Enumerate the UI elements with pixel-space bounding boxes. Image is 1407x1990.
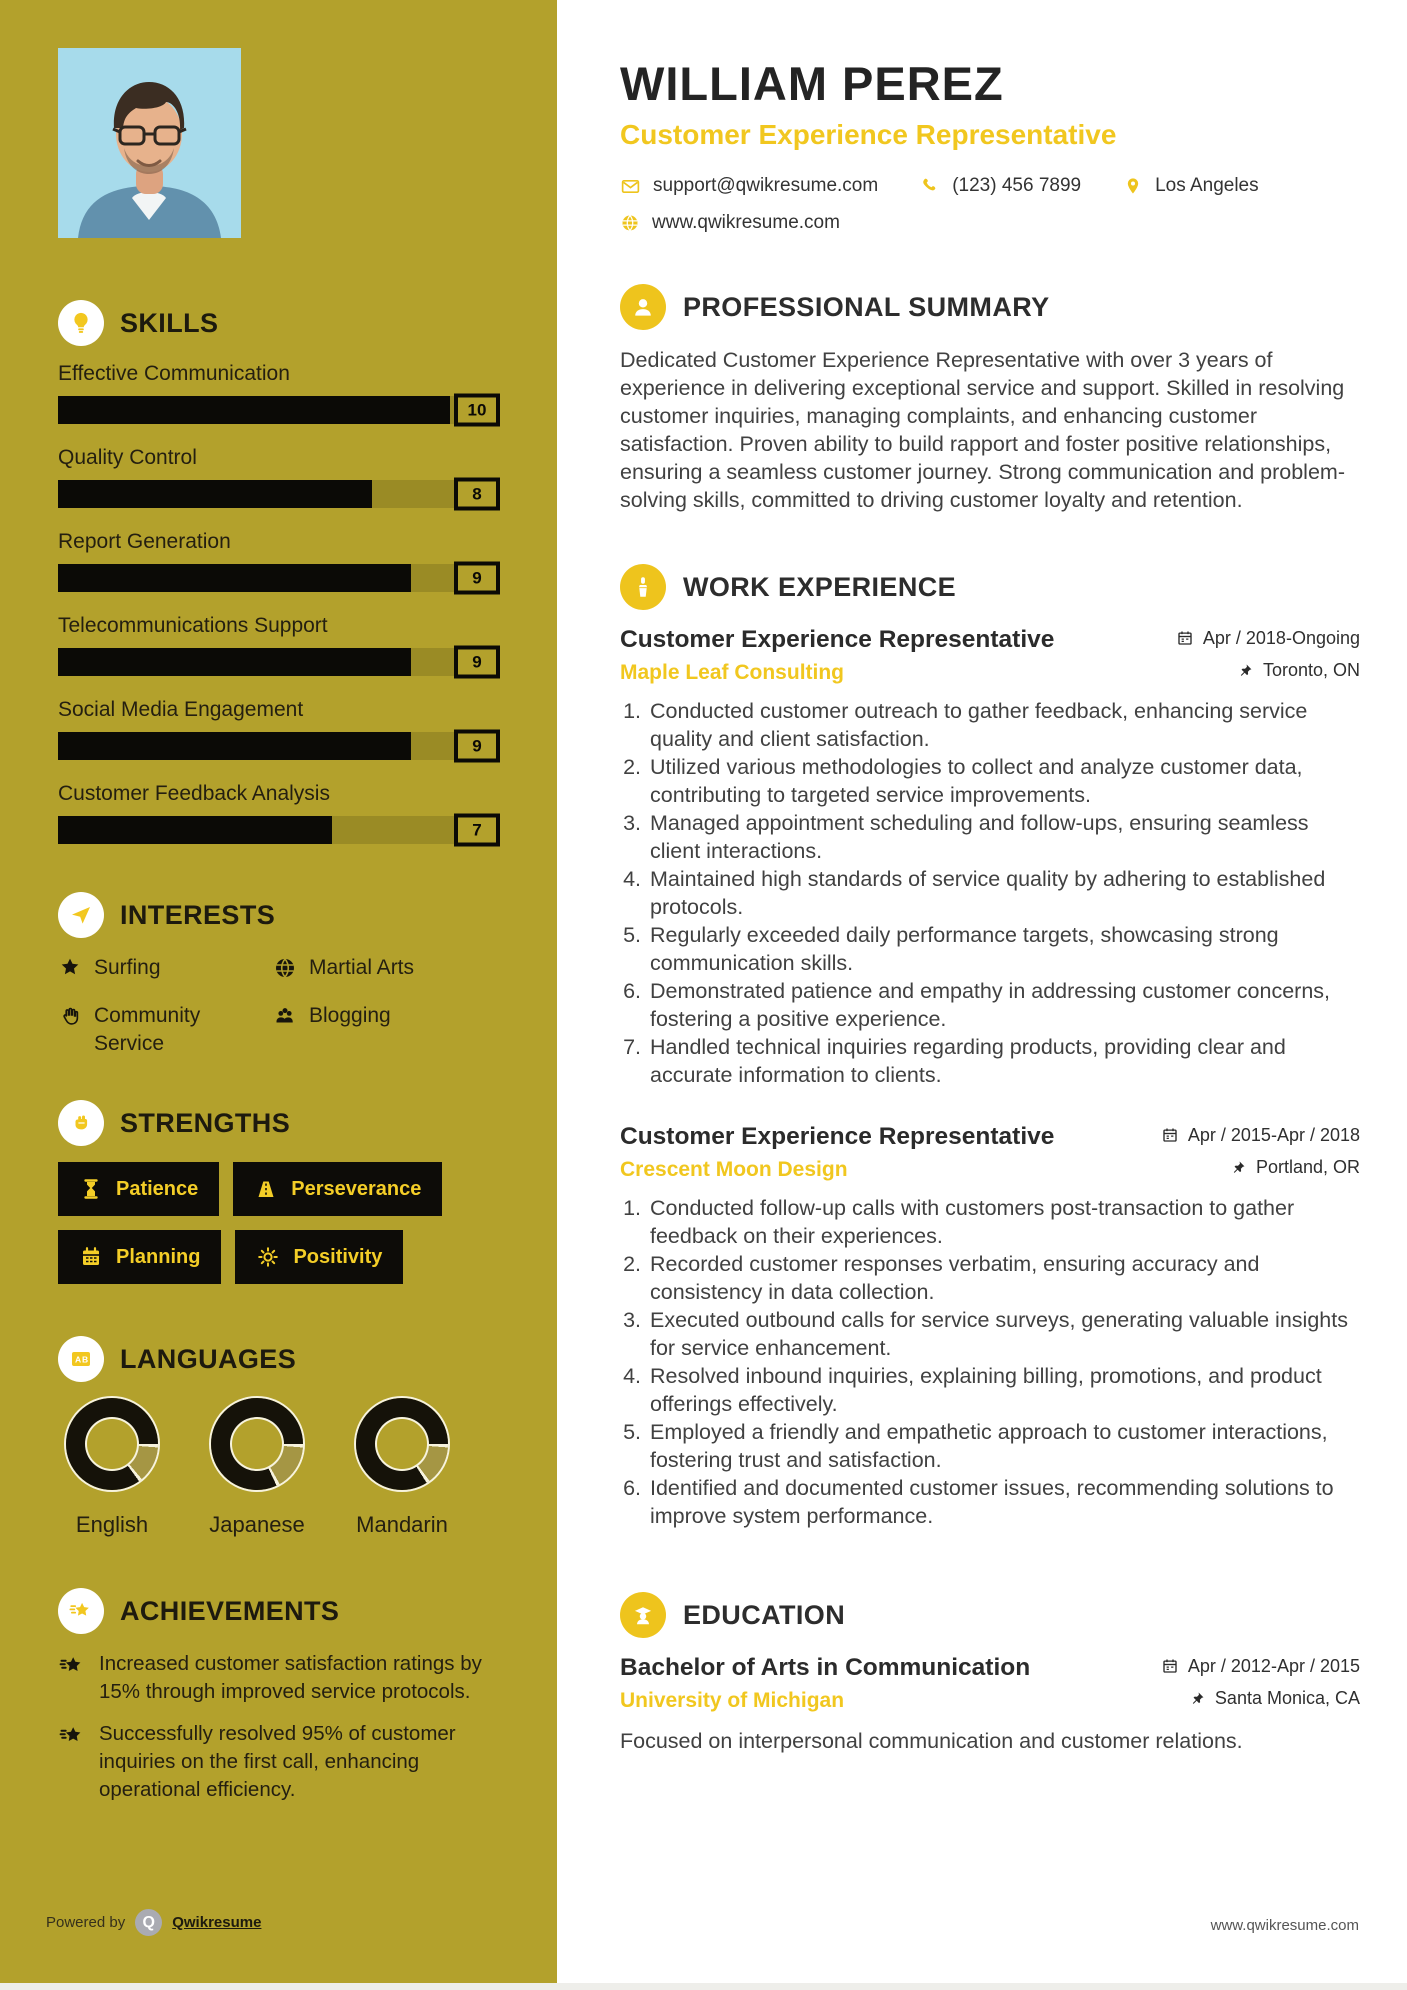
- language-label: English: [75, 1512, 149, 1537]
- achievement-text: Increased customer satisfaction ratings by 15% through improved service protocols.: [99, 1652, 482, 1703]
- job-bullet: 5. Employed a friendly and empathetic approach to customer interactions, fostering trust and satisfaction.: [647, 1418, 1360, 1474]
- skill-label: Effective Communication: [58, 362, 290, 385]
- education-section: [620, 1592, 1360, 1755]
- job-bullet-list: [620, 697, 1360, 1089]
- skill-item: [58, 782, 500, 844]
- summary-section: [620, 284, 1360, 514]
- website-item: [620, 212, 840, 234]
- work-heading: WORK EXPERIENCE: [683, 571, 957, 602]
- skills-heading: SKILLS: [120, 307, 219, 338]
- strengths-heading: STRENGTHS: [120, 1107, 291, 1138]
- powered-by-label: Powered by: [46, 1914, 126, 1931]
- job-dates-text: Apr / 2018-Ongoing: [1202, 627, 1360, 648]
- achievement-item: [58, 1650, 500, 1706]
- education-location: [1189, 1688, 1360, 1709]
- skills-section: [58, 300, 500, 844]
- strength-label: Patience: [116, 1177, 199, 1200]
- calendar-small-icon: [1161, 1126, 1179, 1144]
- school-name: University of Michigan: [620, 1689, 845, 1712]
- interests-section: [58, 892, 500, 1058]
- job-bullet: 1. Conducted follow-up calls with customers post-transaction to gather feedback on their experiences.: [647, 1194, 1360, 1250]
- skill-bar-fill: [58, 732, 411, 760]
- strength-label: Planning: [116, 1245, 201, 1268]
- job-bullet: 4. Maintained high standards of service quality by adhering to established protocols.: [647, 865, 1360, 921]
- strength-chip: [233, 1162, 442, 1216]
- summary-text: Dedicated Customer Experience Representative with over 3 years of experience in delivering exceptional service and support. Skilled in resolving customer inquiries, managing complaints, and enhancing customer satisfaction. Proven ability to build rapport and foster positive relationships, ensuring a seamless customer journey. Strong communication and problem-solving skills, committed to driving customer loyalty and retention.: [620, 348, 1345, 512]
- summary-heading: PROFESSIONAL SUMMARY: [683, 291, 1050, 322]
- footer-website: www.qwikresume.com: [1210, 1917, 1359, 1934]
- job-location: [1237, 660, 1360, 681]
- interest-label: Blogging: [309, 1004, 391, 1027]
- page-bottom-strip: [0, 1983, 1407, 1990]
- skill-item: [58, 698, 500, 760]
- location-item: [1123, 175, 1259, 197]
- contact-row: [620, 212, 1360, 234]
- job-bullet: 2. Recorded customer responses verbatim, ensuring accuracy and consistency in data collection.: [647, 1250, 1360, 1306]
- job-dates: [1176, 628, 1360, 649]
- education-dates-text: Apr / 2012-Apr / 2015: [1187, 1655, 1360, 1676]
- sun-icon: [256, 1245, 280, 1269]
- achievements-section: [58, 1588, 500, 1804]
- paper-plane-icon: [58, 892, 104, 938]
- degree-title: Bachelor of Arts in Communication: [620, 1654, 1031, 1681]
- skill-item: [58, 614, 500, 676]
- interest-label: Community Service: [94, 1004, 201, 1055]
- strength-chip: [58, 1162, 219, 1216]
- calendar-small-icon: [1176, 629, 1194, 647]
- job-location-text: Toronto, ON: [1262, 660, 1360, 680]
- shooting-star-bullet-icon: [58, 1652, 86, 1680]
- languages-heading: LANGUAGES: [120, 1343, 297, 1374]
- svg-text:B: B: [82, 1354, 89, 1365]
- job-bullet: 4. Resolved inbound inquiries, explaining billing, promotions, and product offerings effectively.: [647, 1362, 1360, 1418]
- road-icon: [254, 1177, 278, 1201]
- map-pin-icon: [1123, 176, 1143, 196]
- skill-bar-fill: [58, 816, 332, 844]
- interests-heading: INTERESTS: [120, 899, 276, 930]
- work-experience-section: [620, 564, 1360, 1530]
- bulb-icon: [58, 300, 104, 346]
- skill-label: Report Generation: [58, 530, 231, 553]
- skill-bar-fill: [58, 564, 411, 592]
- job-bullet: 2. Utilized various methodologies to collect and analyze customer data, contributing to targeted service improvements.: [647, 753, 1360, 809]
- strengths-section: [58, 1100, 500, 1284]
- phone-icon: [920, 176, 940, 196]
- skill-bar-fill: [58, 648, 411, 676]
- skill-bar-fill: [58, 480, 372, 508]
- job-entry: [620, 626, 1360, 1089]
- interest-item: [273, 954, 500, 982]
- language-donut: [211, 1398, 303, 1490]
- qwikresume-link[interactable]: Qwikresume: [172, 1914, 262, 1931]
- skill-label: Customer Feedback Analysis: [58, 782, 330, 805]
- shooting-star-bullet-icon: [58, 1722, 86, 1750]
- hand-icon: [58, 1004, 82, 1028]
- job-title: Customer Experience Representative: [620, 1123, 1055, 1150]
- job-location: [1230, 1157, 1360, 1178]
- hourglass-icon: [79, 1177, 103, 1201]
- pushpin-icon: [1189, 1690, 1206, 1707]
- skill-score: 9: [454, 646, 500, 679]
- achievements-heading: ACHIEVEMENTS: [120, 1595, 340, 1626]
- strength-chip: [58, 1230, 221, 1284]
- job-company: Crescent Moon Design: [620, 1158, 848, 1181]
- job-bullet: 5. Regularly exceeded daily performance targets, showcasing strong communication skills.: [647, 921, 1360, 977]
- achievement-text: Successfully resolved 95% of customer inquiries on the first call, enhancing operational efficiency.: [99, 1722, 456, 1801]
- language-donut: [66, 1398, 158, 1490]
- skill-bar: [58, 480, 500, 508]
- skill-bar: [58, 732, 500, 760]
- podium-icon: [620, 564, 666, 610]
- star-icon: [58, 956, 82, 980]
- contact-row: [620, 175, 1360, 197]
- job-bullet: 6. Identified and documented customer issues, recommending solutions to improve system performance.: [647, 1474, 1360, 1530]
- skill-score: 9: [454, 562, 500, 595]
- email-text: support@qwikresume.com: [653, 175, 879, 196]
- skill-bar: [58, 396, 500, 424]
- main-column: [557, 0, 1407, 1990]
- fist-icon: [58, 1100, 104, 1146]
- translate-icon: [58, 1336, 104, 1382]
- phone-text: (123) 456 7899: [952, 175, 1082, 196]
- skill-bar: [58, 816, 500, 844]
- interest-item: [273, 1002, 500, 1058]
- job-entry: [620, 1123, 1360, 1530]
- job-company: Maple Leaf Consulting: [620, 661, 845, 684]
- achievement-item: [58, 1720, 500, 1804]
- education-entry: [620, 1654, 1360, 1755]
- skill-bar-fill: [58, 396, 450, 424]
- powered-by-footer: [46, 1909, 261, 1936]
- skill-score: 10: [454, 394, 500, 427]
- skill-item: [58, 362, 500, 424]
- skill-item: [58, 530, 500, 592]
- interest-label: Martial Arts: [309, 956, 415, 979]
- strength-label: Perseverance: [291, 1177, 422, 1200]
- location-text: Los Angeles: [1155, 175, 1259, 196]
- job-dates: [1161, 1125, 1360, 1146]
- person-job-title: Customer Experience Representative: [620, 119, 1117, 150]
- users-icon: [273, 1004, 297, 1028]
- skill-item: [58, 446, 500, 508]
- skill-label: Social Media Engagement: [58, 698, 304, 721]
- education-heading: EDUCATION: [683, 1599, 846, 1630]
- profile-photo: [58, 48, 241, 238]
- person-name: WILLIAM PEREZ: [620, 57, 1004, 110]
- shooting-star-icon: [58, 1588, 104, 1634]
- website-text: www.qwikresume.com: [652, 212, 840, 233]
- languages-section: [58, 1336, 500, 1538]
- language-item: [66, 1398, 158, 1538]
- calendar-icon: [79, 1245, 103, 1269]
- education-note: Focused on interpersonal communication and customer relations.: [620, 1729, 1243, 1753]
- pushpin-icon: [1237, 662, 1254, 679]
- language-label: Japanese: [209, 1512, 305, 1537]
- job-location-text: Portland, OR: [1255, 1157, 1360, 1177]
- job-title: Customer Experience Representative: [620, 626, 1055, 653]
- calendar-small-icon: [1161, 1657, 1179, 1675]
- sidebar: [0, 0, 557, 1990]
- education-dates: [1161, 1656, 1360, 1677]
- strength-label: Positivity: [293, 1245, 383, 1268]
- job-bullet: 3. Executed outbound calls for service surveys, generating valuable insights for service enhancement.: [647, 1306, 1360, 1362]
- language-donut: [356, 1398, 448, 1490]
- language-label: Mandarin: [356, 1512, 448, 1537]
- job-bullet-list: [620, 1194, 1360, 1530]
- skill-score: 7: [454, 814, 500, 847]
- email-item: [620, 175, 878, 197]
- interest-item: [58, 954, 273, 982]
- language-item: [211, 1398, 303, 1538]
- skill-score: 9: [454, 730, 500, 763]
- job-bullet: 6. Demonstrated patience and empathy in addressing customer concerns, fostering a positive experience.: [647, 977, 1360, 1033]
- job-bullet: 1. Conducted customer outreach to gather feedback, enhancing service quality and client satisfaction.: [647, 697, 1360, 753]
- skill-label: Quality Control: [58, 446, 197, 469]
- skill-score: 8: [454, 478, 500, 511]
- interest-label: Surfing: [94, 956, 161, 979]
- skill-label: Telecommunications Support: [58, 614, 328, 637]
- strength-chip: [235, 1230, 403, 1284]
- qwikresume-logo-icon: Q: [135, 1909, 162, 1936]
- skill-bar: [58, 564, 500, 592]
- job-dates-text: Apr / 2015-Apr / 2018: [1187, 1124, 1360, 1145]
- education-location-text: Santa Monica, CA: [1214, 1688, 1360, 1708]
- language-item: [356, 1398, 448, 1538]
- job-bullet: 7. Handled technical inquiries regarding products, providing clear and accurate information to clients.: [647, 1033, 1360, 1089]
- graduate-icon: [620, 1592, 666, 1638]
- interest-item: [58, 1002, 273, 1058]
- pushpin-icon: [1230, 1159, 1247, 1176]
- person-icon: [620, 284, 666, 330]
- svg-text:A: A: [75, 1354, 82, 1365]
- globe-yellow-icon: [620, 213, 640, 233]
- skill-bar: [58, 648, 500, 676]
- globe-icon: [273, 956, 297, 980]
- envelope-icon: [620, 176, 641, 197]
- job-bullet: 3. Managed appointment scheduling and follow-ups, ensuring seamless client interactions.: [647, 809, 1360, 865]
- phone-item: [920, 175, 1081, 197]
